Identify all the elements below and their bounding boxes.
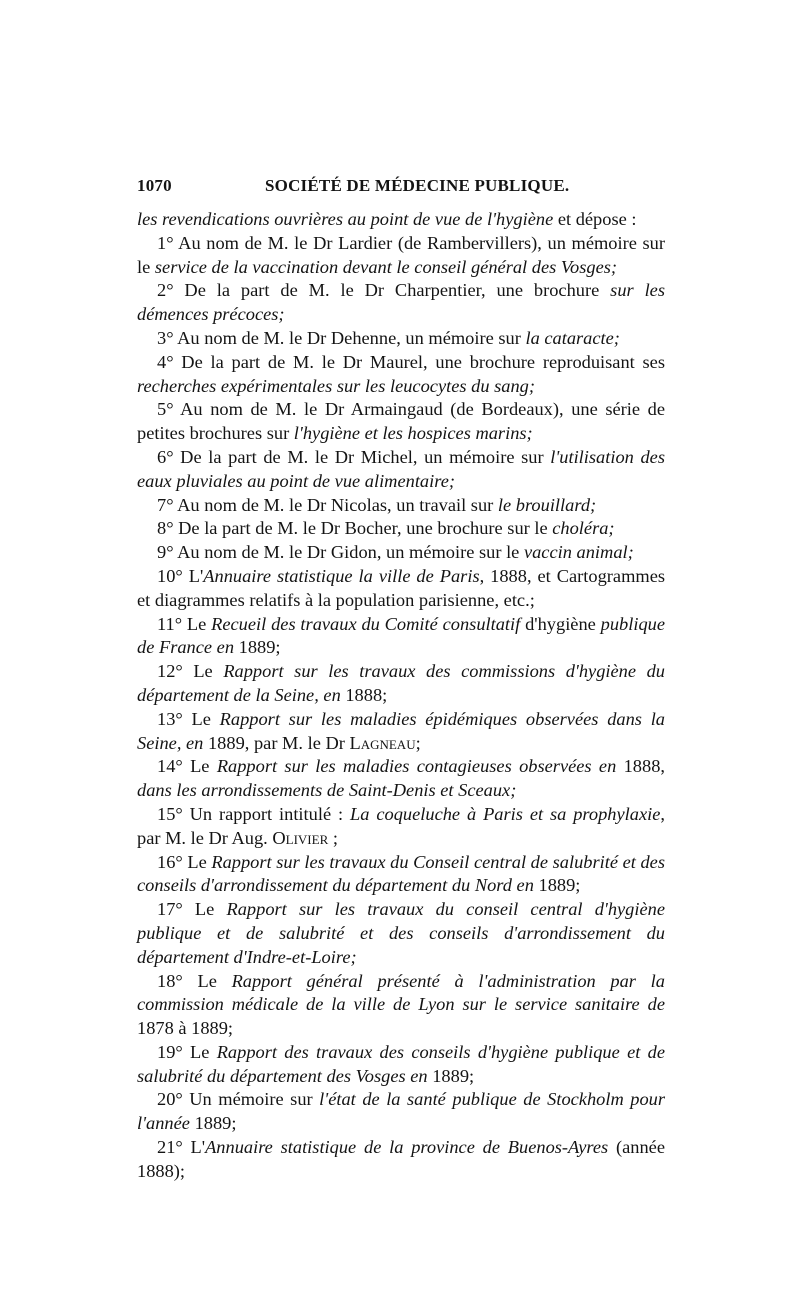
italic-title-text: les revendications ouvrières au point de vue de l'hygiène <box>137 209 554 229</box>
italic-title-text: l'hygiène et les hospices marins; <box>293 423 533 444</box>
list-item <box>137 1136 665 1184</box>
italic-title-text: publique de France en <box>137 613 666 658</box>
italic-title-text: vaccin animal; <box>523 542 634 563</box>
italic-title-text: l'état de la santé publique de Stockholm pour l'année <box>137 1089 666 1134</box>
italic-title-text: La coqueluche à Paris et sa prophylaxie <box>350 803 661 824</box>
text-run: 18° Le <box>157 970 232 991</box>
list-item <box>137 613 665 661</box>
text-run: 16° Le <box>157 851 212 872</box>
text-run: 1889; <box>533 875 581 896</box>
continued-paragraph <box>137 208 665 232</box>
text-run: 1888, <box>616 756 665 777</box>
italic-title-text: Rapport des travaux des conseils d'hygiène publique et de salubrité du département des Vosges en <box>137 1041 665 1086</box>
text-run: 1889; <box>427 1065 475 1086</box>
list-item <box>137 446 665 494</box>
italic-title-text: dans les arrondissements de Saint-Denis et Sceaux; <box>137 780 517 801</box>
italic-title-text: Rapport sur les maladies contagieuses observées en <box>216 756 617 777</box>
list-item <box>137 660 665 708</box>
author-name: Olivier <box>272 827 329 848</box>
text-run: et dépose : <box>553 209 637 229</box>
text-run: 1889; <box>234 637 281 658</box>
italic-title-text: l'utilisation des eaux pluviales au point de vue alimentaire; <box>137 446 665 491</box>
text-run: 7° Au nom de M. le Dr Nicolas, un travail sur <box>157 494 498 515</box>
text-run: 9° Au nom de M. le Dr Gidon, un mémoire sur le <box>157 542 524 563</box>
list-item <box>137 279 665 327</box>
text-run: 20° Un mémoire sur <box>157 1089 320 1110</box>
book-page <box>137 176 665 1184</box>
list-item <box>137 898 665 969</box>
text-run: 19° Le <box>157 1041 217 1062</box>
list-item <box>137 398 665 446</box>
italic-title-text: Annuaire statistique de la province de Buenos-Ayres <box>205 1137 609 1158</box>
page-header <box>137 176 665 208</box>
text-run: 6° De la part de M. le Dr Michel, un mémoire sur <box>157 446 551 467</box>
italic-title-text: Recueil des travaux du Comité consultatif <box>211 613 521 634</box>
list-item <box>137 517 665 541</box>
italic-title-text: Rapport sur les travaux des commissions d'hygiène du département de la Seine, en <box>137 661 665 705</box>
text-run: 5° Au nom de M. le Dr Armaingaud (de Bordeaux), une série de petites brochures sur <box>137 399 665 444</box>
text-run: 1889, par M. le Dr <box>203 732 350 753</box>
list-item <box>137 494 665 518</box>
italic-title-text: Rapport sur les maladies épidémiques observées dans la Seine, en <box>137 708 665 753</box>
italic-title-text: la cataracte; <box>525 327 620 348</box>
list-item <box>137 1088 665 1136</box>
text-run: 11° Le <box>157 613 212 634</box>
running-title: SOCIÉTÉ DE MÉDECINE PUBLIQUE. <box>265 176 570 195</box>
italic-title-text: choléra; <box>552 518 615 539</box>
list-item <box>137 565 665 613</box>
list-item <box>137 970 665 1041</box>
list-item <box>137 327 665 351</box>
text-run: 1878 à 1889; <box>137 1018 234 1039</box>
author-name: Lagneau <box>349 732 416 753</box>
body-text <box>137 208 665 1184</box>
list-item <box>137 803 665 851</box>
italic-title-text: Rapport général présenté à l'administration par la commission médicale de la ville de Lyon sur le service sanitaire de <box>137 970 665 1015</box>
text-run: d'hygiène <box>520 613 601 634</box>
list-item <box>137 541 665 565</box>
italic-title-text: Rapport sur les travaux du Conseil central de salubrité et des conseils d'arrondissement du département du Nord en <box>137 851 665 896</box>
text-run: 14° Le <box>157 756 217 777</box>
text-run: ; <box>415 732 421 753</box>
list-item <box>137 1041 665 1089</box>
italic-title-text: recherches expérimentales sur les leucocytes du sang; <box>137 375 535 396</box>
text-run: 2° De la part de M. le Dr Charpentier, une brochure <box>157 280 611 301</box>
text-run: 12° Le <box>157 661 224 682</box>
page-number: 1070 <box>137 176 172 195</box>
text-run: 8° De la part de M. le Dr Bocher, une brochure sur le <box>157 518 553 539</box>
text-run: 10° L' <box>157 565 204 586</box>
text-run: 1889; <box>189 1113 237 1134</box>
italic-title-text: sur les démences précoces; <box>137 280 665 325</box>
list-item <box>137 351 665 399</box>
italic-title-text: service de la vaccination devant le conseil général des Vosges; <box>154 256 618 277</box>
text-run: ; <box>328 827 338 848</box>
text-run: 1° Au nom de M. le Dr Lardier (de Rambervillers), un mémoire sur le <box>137 232 665 277</box>
italic-title-text: Rapport sur les travaux du conseil central d'hygiène publique et de salubrité et des conseils d'arrondissement du département d'Indre-et-Loire; <box>137 899 666 967</box>
italic-title-text: Annuaire statistique la ville de Paris <box>203 565 480 586</box>
text-run: , par M. le Dr Aug. <box>137 803 666 848</box>
text-run: 17° Le <box>157 899 227 920</box>
text-run: 13° Le <box>157 708 220 729</box>
list-item <box>137 232 665 280</box>
text-run: , 1888, et Cartogrammes et diagrammes relatifs à la population parisienne, etc.; <box>137 565 666 610</box>
text-run: 1888; <box>340 684 388 705</box>
text-run: 15° Un rapport intitulé : <box>157 803 351 824</box>
list-item <box>137 708 665 756</box>
italic-title-text: le brouillard; <box>497 494 597 515</box>
text-run: 4° De la part de M. le Dr Maurel, une brochure reproduisant ses <box>157 351 665 372</box>
text-run: 21° L' <box>157 1137 206 1158</box>
list-item <box>137 851 665 899</box>
list-item <box>137 755 665 803</box>
text-run: 3° Au nom de M. le Dr Dehenne, un mémoire sur <box>157 327 526 348</box>
text-run: (année 1888); <box>137 1137 665 1181</box>
